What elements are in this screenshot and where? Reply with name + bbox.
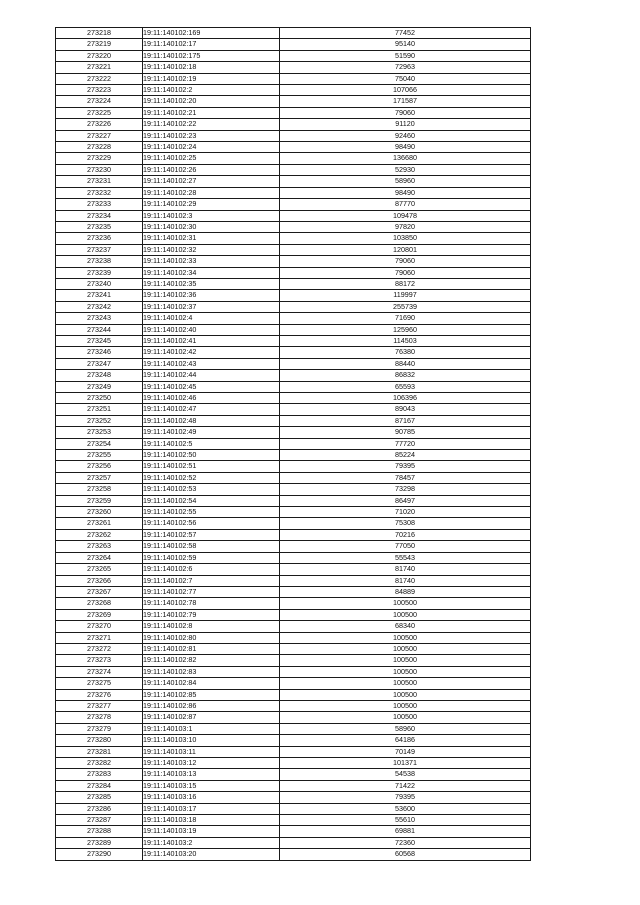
cadastral-value-cell: 70149: [280, 746, 531, 757]
cadastral-value-cell: 97820: [280, 221, 531, 232]
cadastral-value-cell: 54538: [280, 769, 531, 780]
row-number-cell: 273272: [56, 643, 143, 654]
cadastral-number-cell: 19:11:140102:57: [143, 529, 280, 540]
row-number-cell: 273238: [56, 256, 143, 267]
cadastral-number-cell: 19:11:140102:34: [143, 267, 280, 278]
cadastral-number-cell: 19:11:140102:87: [143, 712, 280, 723]
cadastral-number-cell: 19:11:140102:5: [143, 438, 280, 449]
table-row: [56, 564, 531, 575]
table-row: [56, 210, 531, 221]
row-number-cell: 273224: [56, 96, 143, 107]
cadastral-value-cell: 171587: [280, 96, 531, 107]
table-row: [56, 301, 531, 312]
cadastral-number-cell: 19:11:140103:2: [143, 837, 280, 848]
cadastral-value-cell: 100500: [280, 666, 531, 677]
cadastral-number-cell: 19:11:140102:29: [143, 199, 280, 210]
cadastral-value-table: [55, 27, 531, 861]
row-number-cell: 273276: [56, 689, 143, 700]
cadastral-value-cell: 79395: [280, 792, 531, 803]
table-row: [56, 826, 531, 837]
cadastral-number-cell: 19:11:140102:43: [143, 358, 280, 369]
row-number-cell: 273275: [56, 678, 143, 689]
table-row: [56, 290, 531, 301]
cadastral-number-cell: 19:11:140102:32: [143, 244, 280, 255]
row-number-cell: 273219: [56, 39, 143, 50]
table-row: [56, 199, 531, 210]
table-row: [56, 655, 531, 666]
row-number-cell: 273220: [56, 50, 143, 61]
row-number-cell: 273247: [56, 358, 143, 369]
cadastral-number-cell: 19:11:140102:28: [143, 187, 280, 198]
cadastral-number-cell: 19:11:140102:52: [143, 472, 280, 483]
table-row: [56, 85, 531, 96]
row-number-cell: 273269: [56, 609, 143, 620]
cadastral-value-cell: 58960: [280, 723, 531, 734]
cadastral-value-cell: 125960: [280, 324, 531, 335]
row-number-cell: 273231: [56, 176, 143, 187]
row-number-cell: 273252: [56, 415, 143, 426]
row-number-cell: 273287: [56, 815, 143, 826]
cadastral-number-cell: 19:11:140102:83: [143, 666, 280, 677]
table-row: [56, 73, 531, 84]
cadastral-value-cell: 51590: [280, 50, 531, 61]
cadastral-number-cell: 19:11:140102:17: [143, 39, 280, 50]
table-row: [56, 598, 531, 609]
cadastral-number-cell: 19:11:140102:25: [143, 153, 280, 164]
row-number-cell: 273262: [56, 529, 143, 540]
cadastral-value-cell: 71020: [280, 507, 531, 518]
cadastral-value-cell: 255739: [280, 301, 531, 312]
table-row: [56, 461, 531, 472]
row-number-cell: 273258: [56, 484, 143, 495]
cadastral-value-cell: 120801: [280, 244, 531, 255]
cadastral-value-cell: 100500: [280, 712, 531, 723]
cadastral-value-cell: 71422: [280, 780, 531, 791]
cadastral-value-cell: 89043: [280, 404, 531, 415]
table-row: [56, 518, 531, 529]
cadastral-number-cell: 19:11:140102:46: [143, 393, 280, 404]
table-row: [56, 723, 531, 734]
table-row: [56, 712, 531, 723]
cadastral-value-cell: 70216: [280, 529, 531, 540]
cadastral-value-cell: 68340: [280, 621, 531, 632]
table-row: [56, 438, 531, 449]
cadastral-value-cell: 100500: [280, 678, 531, 689]
cadastral-number-cell: 19:11:140102:21: [143, 107, 280, 118]
row-number-cell: 273263: [56, 541, 143, 552]
row-number-cell: 273226: [56, 119, 143, 130]
cadastral-number-cell: 19:11:140102:7: [143, 575, 280, 586]
row-number-cell: 273253: [56, 427, 143, 438]
cadastral-value-cell: 73298: [280, 484, 531, 495]
row-number-cell: 273251: [56, 404, 143, 415]
cadastral-value-cell: 98490: [280, 142, 531, 153]
row-number-cell: 273260: [56, 507, 143, 518]
row-number-cell: 273284: [56, 780, 143, 791]
table-row: [56, 541, 531, 552]
cadastral-number-cell: 19:11:140102:23: [143, 130, 280, 141]
cadastral-number-cell: 19:11:140102:24: [143, 142, 280, 153]
cadastral-value-cell: 77720: [280, 438, 531, 449]
table-row: [56, 666, 531, 677]
cadastral-number-cell: 19:11:140102:44: [143, 370, 280, 381]
row-number-cell: 273233: [56, 199, 143, 210]
row-number-cell: 273244: [56, 324, 143, 335]
cadastral-number-cell: 19:11:140102:36: [143, 290, 280, 301]
cadastral-value-cell: 64186: [280, 735, 531, 746]
cadastral-number-cell: 19:11:140102:78: [143, 598, 280, 609]
row-number-cell: 273257: [56, 472, 143, 483]
cadastral-value-cell: 55543: [280, 552, 531, 563]
row-number-cell: 273265: [56, 564, 143, 575]
row-number-cell: 273285: [56, 792, 143, 803]
row-number-cell: 273283: [56, 769, 143, 780]
cadastral-value-cell: 53600: [280, 803, 531, 814]
cadastral-number-cell: 19:11:140102:2: [143, 85, 280, 96]
table-row: [56, 803, 531, 814]
row-number-cell: 273227: [56, 130, 143, 141]
cadastral-number-cell: 19:11:140102:56: [143, 518, 280, 529]
cadastral-value-cell: 100500: [280, 700, 531, 711]
cadastral-number-cell: 19:11:140102:45: [143, 381, 280, 392]
table-row: [56, 849, 531, 860]
row-number-cell: 273271: [56, 632, 143, 643]
cadastral-number-cell: 19:11:140102:40: [143, 324, 280, 335]
table-row: [56, 780, 531, 791]
table-row: [56, 233, 531, 244]
table-row: [56, 758, 531, 769]
cadastral-value-cell: 85224: [280, 450, 531, 461]
row-number-cell: 273274: [56, 666, 143, 677]
row-number-cell: 273246: [56, 347, 143, 358]
row-number-cell: 273232: [56, 187, 143, 198]
cadastral-value-cell: 88440: [280, 358, 531, 369]
row-number-cell: 273261: [56, 518, 143, 529]
row-number-cell: 273239: [56, 267, 143, 278]
table-row: [56, 621, 531, 632]
cadastral-value-cell: 91120: [280, 119, 531, 130]
table-row: [56, 256, 531, 267]
cadastral-number-cell: 19:11:140103:20: [143, 849, 280, 860]
cadastral-number-cell: 19:11:140102:22: [143, 119, 280, 130]
table-row: [56, 142, 531, 153]
cadastral-number-cell: 19:11:140102:8: [143, 621, 280, 632]
table-row: [56, 575, 531, 586]
row-number-cell: 273241: [56, 290, 143, 301]
row-number-cell: 273243: [56, 313, 143, 324]
table-row: [56, 28, 531, 39]
cadastral-number-cell: 19:11:140102:30: [143, 221, 280, 232]
table-row: [56, 815, 531, 826]
row-number-cell: 273218: [56, 28, 143, 39]
table-row: [56, 153, 531, 164]
table-row: [56, 643, 531, 654]
cadastral-number-cell: 19:11:140103:13: [143, 769, 280, 780]
table-row: [56, 164, 531, 175]
table-row: [56, 370, 531, 381]
cadastral-number-cell: 19:11:140102:175: [143, 50, 280, 61]
row-number-cell: 273273: [56, 655, 143, 666]
cadastral-value-cell: 52930: [280, 164, 531, 175]
cadastral-number-cell: 19:11:140102:47: [143, 404, 280, 415]
table-row: [56, 221, 531, 232]
row-number-cell: 273286: [56, 803, 143, 814]
cadastral-value-cell: 58960: [280, 176, 531, 187]
table-row: [56, 50, 531, 61]
table-row: [56, 62, 531, 73]
row-number-cell: 273289: [56, 837, 143, 848]
cadastral-value-cell: 84889: [280, 586, 531, 597]
cadastral-value-cell: 100500: [280, 632, 531, 643]
table-row: [56, 552, 531, 563]
table-row: [56, 187, 531, 198]
row-number-cell: 273223: [56, 85, 143, 96]
row-number-cell: 273264: [56, 552, 143, 563]
cadastral-number-cell: 19:11:140102:3: [143, 210, 280, 221]
cadastral-value-cell: 79395: [280, 461, 531, 472]
table-row: [56, 472, 531, 483]
cadastral-number-cell: 19:11:140103:1: [143, 723, 280, 734]
cadastral-value-cell: 71690: [280, 313, 531, 324]
row-number-cell: 273281: [56, 746, 143, 757]
table-row: [56, 267, 531, 278]
row-number-cell: 273229: [56, 153, 143, 164]
row-number-cell: 273279: [56, 723, 143, 734]
cadastral-value-cell: 65593: [280, 381, 531, 392]
cadastral-value-cell: 100500: [280, 643, 531, 654]
table-row: [56, 586, 531, 597]
row-number-cell: 273250: [56, 393, 143, 404]
table-row: [56, 176, 531, 187]
cadastral-value-cell: 72963: [280, 62, 531, 73]
cadastral-value-cell: 75040: [280, 73, 531, 84]
cadastral-number-cell: 19:11:140102:50: [143, 450, 280, 461]
cadastral-value-cell: 98490: [280, 187, 531, 198]
table-row: [56, 39, 531, 50]
cadastral-number-cell: 19:11:140102:51: [143, 461, 280, 472]
cadastral-number-cell: 19:11:140102:6: [143, 564, 280, 575]
cadastral-value-cell: 69881: [280, 826, 531, 837]
row-number-cell: 273255: [56, 450, 143, 461]
row-number-cell: 273234: [56, 210, 143, 221]
cadastral-value-cell: 107066: [280, 85, 531, 96]
cadastral-value-cell: 79060: [280, 107, 531, 118]
table-row: [56, 119, 531, 130]
cadastral-value-cell: 90785: [280, 427, 531, 438]
cadastral-number-cell: 19:11:140102:81: [143, 643, 280, 654]
row-number-cell: 273290: [56, 849, 143, 860]
table-row: [56, 313, 531, 324]
row-number-cell: 273256: [56, 461, 143, 472]
row-number-cell: 273240: [56, 278, 143, 289]
cadastral-value-cell: 103850: [280, 233, 531, 244]
cadastral-value-cell: 100500: [280, 655, 531, 666]
table-row: [56, 393, 531, 404]
table-row: [56, 529, 531, 540]
row-number-cell: 273237: [56, 244, 143, 255]
cadastral-number-cell: 19:11:140102:26: [143, 164, 280, 175]
row-number-cell: 273242: [56, 301, 143, 312]
table-row: [56, 792, 531, 803]
cadastral-value-cell: 86497: [280, 495, 531, 506]
table-row: [56, 746, 531, 757]
cadastral-number-cell: 19:11:140102:54: [143, 495, 280, 506]
table-row: [56, 689, 531, 700]
cadastral-number-cell: 19:11:140103:12: [143, 758, 280, 769]
cadastral-value-cell: 100500: [280, 689, 531, 700]
cadastral-value-cell: 119997: [280, 290, 531, 301]
table-row: [56, 347, 531, 358]
row-number-cell: 273277: [56, 700, 143, 711]
table-row: [56, 244, 531, 255]
cadastral-number-cell: 19:11:140102:55: [143, 507, 280, 518]
row-number-cell: 273270: [56, 621, 143, 632]
cadastral-number-cell: 19:11:140103:11: [143, 746, 280, 757]
cadastral-value-cell: 92460: [280, 130, 531, 141]
row-number-cell: 273221: [56, 62, 143, 73]
cadastral-number-cell: 19:11:140102:58: [143, 541, 280, 552]
cadastral-number-cell: 19:11:140102:31: [143, 233, 280, 244]
cadastral-number-cell: 19:11:140102:59: [143, 552, 280, 563]
cadastral-number-cell: 19:11:140102:77: [143, 586, 280, 597]
row-number-cell: 273282: [56, 758, 143, 769]
row-number-cell: 273225: [56, 107, 143, 118]
table-row: [56, 415, 531, 426]
cadastral-number-cell: 19:11:140102:79: [143, 609, 280, 620]
row-number-cell: 273222: [56, 73, 143, 84]
cadastral-number-cell: 19:11:140103:19: [143, 826, 280, 837]
row-number-cell: 273259: [56, 495, 143, 506]
table-row: [56, 107, 531, 118]
table-row: [56, 700, 531, 711]
cadastral-value-cell: 86832: [280, 370, 531, 381]
cadastral-value-cell: 87770: [280, 199, 531, 210]
row-number-cell: 273228: [56, 142, 143, 153]
cadastral-value-cell: 78457: [280, 472, 531, 483]
table-row: [56, 324, 531, 335]
row-number-cell: 273249: [56, 381, 143, 392]
cadastral-value-cell: 77050: [280, 541, 531, 552]
cadastral-value-cell: 55610: [280, 815, 531, 826]
cadastral-number-cell: 19:11:140103:17: [143, 803, 280, 814]
cadastral-number-cell: 19:11:140102:85: [143, 689, 280, 700]
cadastral-value-cell: 76380: [280, 347, 531, 358]
table-row: [56, 381, 531, 392]
cadastral-number-cell: 19:11:140102:27: [143, 176, 280, 187]
cadastral-number-cell: 19:11:140102:48: [143, 415, 280, 426]
table-row: [56, 632, 531, 643]
cadastral-value-cell: 79060: [280, 267, 531, 278]
row-number-cell: 273245: [56, 335, 143, 346]
cadastral-number-cell: 19:11:140102:42: [143, 347, 280, 358]
row-number-cell: 273268: [56, 598, 143, 609]
row-number-cell: 273280: [56, 735, 143, 746]
cadastral-number-cell: 19:11:140102:49: [143, 427, 280, 438]
row-number-cell: 273267: [56, 586, 143, 597]
row-number-cell: 273235: [56, 221, 143, 232]
cadastral-number-cell: 19:11:140103:15: [143, 780, 280, 791]
cadastral-value-cell: 100500: [280, 598, 531, 609]
cadastral-value-cell: 106396: [280, 393, 531, 404]
table-row: [56, 495, 531, 506]
table-row: [56, 837, 531, 848]
cadastral-number-cell: 19:11:140102:18: [143, 62, 280, 73]
cadastral-number-cell: 19:11:140102:20: [143, 96, 280, 107]
row-number-cell: 273236: [56, 233, 143, 244]
table-row: [56, 130, 531, 141]
cadastral-number-cell: 19:11:140103:10: [143, 735, 280, 746]
cadastral-number-cell: 19:11:140102:82: [143, 655, 280, 666]
table-row: [56, 769, 531, 780]
cadastral-value-cell: 95140: [280, 39, 531, 50]
row-number-cell: 273254: [56, 438, 143, 449]
cadastral-number-cell: 19:11:140102:35: [143, 278, 280, 289]
cadastral-value-cell: 81740: [280, 564, 531, 575]
row-number-cell: 273278: [56, 712, 143, 723]
cadastral-number-cell: 19:11:140102:41: [143, 335, 280, 346]
table-row: [56, 358, 531, 369]
table-row: [56, 735, 531, 746]
row-number-cell: 273230: [56, 164, 143, 175]
table-row: [56, 404, 531, 415]
cadastral-value-cell: 100500: [280, 609, 531, 620]
cadastral-value-cell: 87167: [280, 415, 531, 426]
table-row: [56, 507, 531, 518]
cadastral-number-cell: 19:11:140103:16: [143, 792, 280, 803]
cadastral-value-cell: 136680: [280, 153, 531, 164]
cadastral-number-cell: 19:11:140102:53: [143, 484, 280, 495]
table-row: [56, 427, 531, 438]
cadastral-value-cell: 88172: [280, 278, 531, 289]
cadastral-number-cell: 19:11:140102:4: [143, 313, 280, 324]
table-row: [56, 484, 531, 495]
table-body: [56, 28, 531, 861]
cadastral-number-cell: 19:11:140102:84: [143, 678, 280, 689]
cadastral-number-cell: 19:11:140102:19: [143, 73, 280, 84]
cadastral-value-cell: 77452: [280, 28, 531, 39]
row-number-cell: 273248: [56, 370, 143, 381]
table-row: [56, 96, 531, 107]
row-number-cell: 273266: [56, 575, 143, 586]
cadastral-number-cell: 19:11:140102:33: [143, 256, 280, 267]
cadastral-value-cell: 60568: [280, 849, 531, 860]
row-number-cell: 273288: [56, 826, 143, 837]
cadastral-value-cell: 75308: [280, 518, 531, 529]
table-row: [56, 678, 531, 689]
cadastral-number-cell: 19:11:140103:18: [143, 815, 280, 826]
cadastral-number-cell: 19:11:140102:169: [143, 28, 280, 39]
document-page: [55, 27, 531, 861]
cadastral-value-cell: 72360: [280, 837, 531, 848]
cadastral-value-cell: 114503: [280, 335, 531, 346]
cadastral-value-cell: 109478: [280, 210, 531, 221]
cadastral-value-cell: 81740: [280, 575, 531, 586]
cadastral-value-cell: 79060: [280, 256, 531, 267]
cadastral-number-cell: 19:11:140102:86: [143, 700, 280, 711]
table-row: [56, 335, 531, 346]
cadastral-number-cell: 19:11:140102:80: [143, 632, 280, 643]
table-row: [56, 450, 531, 461]
cadastral-value-cell: 101371: [280, 758, 531, 769]
table-row: [56, 278, 531, 289]
cadastral-number-cell: 19:11:140102:37: [143, 301, 280, 312]
table-row: [56, 609, 531, 620]
